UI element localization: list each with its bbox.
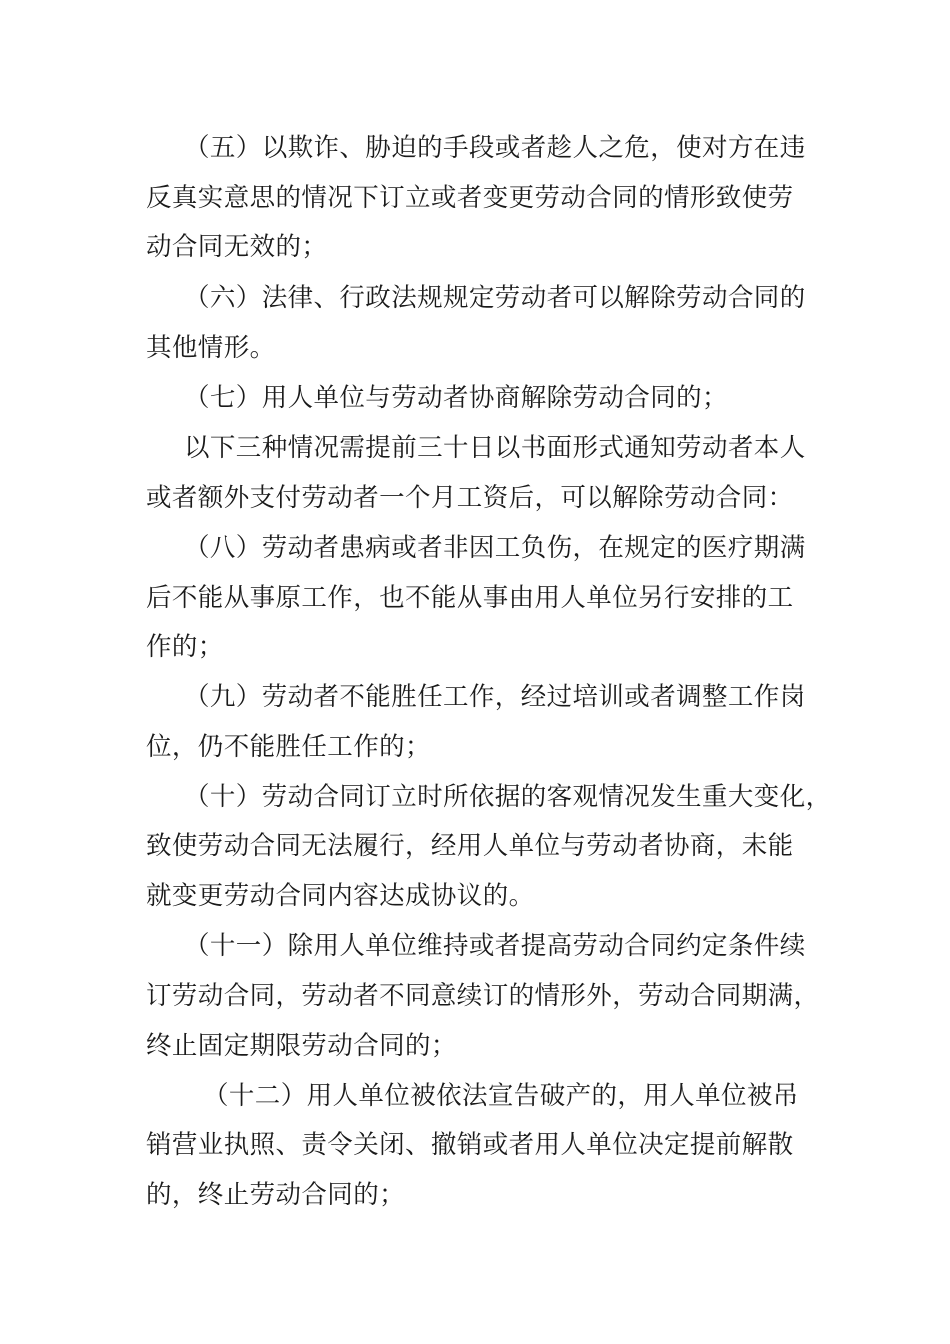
text-line-5: 其他情形。 — [146, 333, 276, 363]
text-line-2: 反真实意思的情况下订立或者变更劳动合同的情形致使劳 — [146, 183, 794, 213]
text-line-14: （十）劳动合同订立时所依据的客观情况发生重大变化， — [184, 782, 832, 812]
text-line-10: 后不能从事原工作，也不能从事由用人单位另行安排的工 — [146, 583, 794, 613]
text-line-17: （十一）除用人单位维持或者提高劳动合同约定条件续 — [184, 931, 806, 961]
text-line-16: 就变更劳动合同内容达成协议的。 — [146, 881, 535, 911]
text-line-8: 或者额外支付劳动者一个月工资后，可以解除劳动合同： — [146, 483, 794, 513]
text-line-20: （十二）用人单位被依法宣告破产的，用人单位被吊 — [203, 1081, 799, 1111]
text-line-13: 位，仍不能胜任工作的； — [146, 732, 431, 762]
text-line-15: 致使劳动合同无法履行，经用人单位与劳动者协商，未能 — [146, 831, 794, 861]
text-line-22: 的，终止劳动合同的； — [146, 1180, 406, 1210]
text-line-7: 以下三种情况需提前三十日以书面形式通知劳动者本人 — [184, 433, 806, 463]
text-line-18: 订劳动合同，劳动者不同意续订的情形外，劳动合同期满， — [146, 981, 820, 1011]
text-line-19: 终止固定期限劳动合同的； — [146, 1031, 457, 1061]
text-line-11: 作的； — [146, 632, 224, 662]
text-line-6: （七）用人单位与劳动者协商解除劳动合同的； — [184, 383, 728, 413]
text-line-3: 动合同无效的； — [146, 232, 328, 262]
text-line-21: 销营业执照、责令关闭、撤销或者用人单位决定提前解散 — [146, 1130, 794, 1160]
text-line-4: （六）法律、行政法规规定劳动者可以解除劳动合同的 — [184, 283, 806, 313]
text-line-9: （八）劳动者患病或者非因工负伤，在规定的医疗期满 — [184, 533, 806, 563]
text-line-1: （五）以欺诈、胁迫的手段或者趁人之危，使对方在违 — [184, 133, 806, 163]
text-line-12: （九）劳动者不能胜任工作，经过培训或者调整工作岗 — [184, 682, 806, 712]
